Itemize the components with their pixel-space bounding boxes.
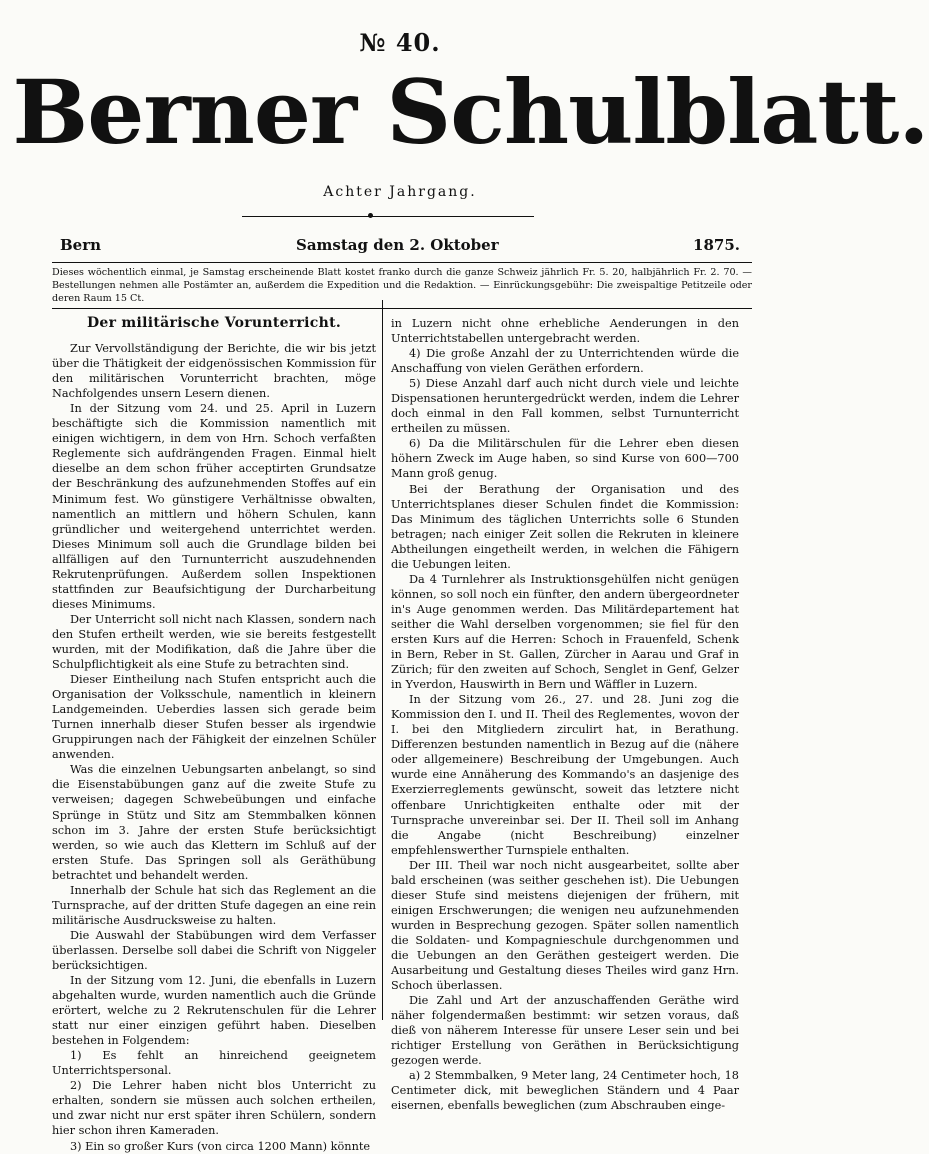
dateline-date: Samstag den 2. Oktober xyxy=(296,236,499,254)
article-paragraph: Dieser Eintheilung nach Stufen entspricht auch die Organisation der Volksschule, namentlich in kleinern Landgemeinden. Ueberdies lassen sich gerade beim Turnen innerhalb dieser Stufen besser als irgendwie Gruppirungen nach der Fähigkeit der einzelnen Schüler anwenden. xyxy=(52,673,376,762)
article-paragraph: Da 4 Turnlehrer als Instruktionsgehülfen nicht genügen können, so soll noch ein fünfter, den andern übergeordneter in's Auge genommen werden. Das Militärdepartement hat seither die Wahl derselben vorgenommen; sie fiel für den ersten Kurs auf die Herren: Schoch in Frauenfeld, Schenk in Bern, Reber in St. Gallen, Zürcher in Aarau und Graf in Zürich; für den zweiten auf Schoch, Senglet in Genf, Gelzer in Yverdon, Hauswirth in Bern und Wäffler in Luzern. xyxy=(391,572,739,692)
dateline-city: Bern xyxy=(60,236,102,254)
list-item: 3) Ein so großer Kurs (von circa 1200 Mann) könnte xyxy=(70,1139,371,1153)
dateline-year: 1875. xyxy=(693,236,740,254)
list-item: a) 2 Stemmbalken, 9 Meter lang, 24 Centimeter hoch, 18 Centimeter dick, mit beweglichen Ständern und 4 Paar eisernen, ebenfalls beweglichen (zum Abschrauben einge- xyxy=(391,1069,739,1113)
list-item: 1) Es fehlt an hinreichend geeignetem Unterrichtspersonal. xyxy=(52,1049,376,1078)
article-paragraph: Zur Vervollständigung der Berichte, die wir bis jetzt über die Thätigkeit der eidgenössischen Kommission für den militärischen Vorunterricht brachten, möge Nachfolgendes unsern Lesern dienen. xyxy=(52,342,376,401)
masthead-title: Berner Schulblatt. xyxy=(12,60,929,164)
article-paragraph: Die Auswahl der Stabübungen wird dem Verfasser überlassen. Derselbe soll dabei die Schrift von Niggeler berücksichtigen. xyxy=(52,928,376,972)
article-column-left xyxy=(52,315,376,1153)
article-paragraph: Der III. Theil war noch nicht ausgearbeitet, sollte aber bald erscheinen (was seither geschehen ist). Die Uebungen dieser Stufe sind meistens diejenigen der frühern, mit einigen Erschwerungen; die wenigen neu aufzunehmenden wurden in Besprechung gezogen. Später sollen namentlich die Soldaten- und Kompagnieschule durchgenommen und die Uebungen an den Geräthen gesteigert werden. Die Ausarbeitung und Gestaltung dieses Theiles wird ganz Hrn. Schoch überlassen. xyxy=(391,858,739,993)
subscription-notice: Dieses wöchentlich einmal, je Samstag erscheinende Blatt kostet franko durch die ganze Schweiz jährlich Fr. 5. 20, halbjährlich Fr. 2. 70. — Bestellungen nehmen alle Postämter an, außerdem die Expedition und die Redaktion. — Einrückungsgebühr: Die zweispaltige Petitzeile oder deren Raum 15 Ct. xyxy=(52,262,752,309)
article-paragraph: In der Sitzung vom 26., 27. und 28. Juni zog die Kommission den I. und II. Theil des Reglementes, wovon der I. bei den Mitgliedern zirculirt hat, in Berathung. Differenzen bestunden namentlich in Bezug auf die (nähere oder allgemeinere) Beschreibung der Umgebungen. Auch wurde eine Annäherung des Kommando's an dasjenige des Exerzierreglements gewünscht, soweit das letztere nicht offenbare Unrichtigkeiten enthalte oder mit der Turnsprache unvereinbar sei. Der II. Theil soll im Anhang die Angabe (nicht Beschreibung) einzelner empfehlenswerther Turnspiele enthalten. xyxy=(391,693,739,857)
issue-number: № 40. xyxy=(359,28,441,57)
list-item: 2) Die Lehrer haben nicht blos Unterricht zu erhalten, sondern sie müssen auch solchen ertheilen, und zwar nicht nur erst später ihren Schülern, sondern hier schon ihren Kameraden. xyxy=(52,1079,376,1138)
article-column-right xyxy=(391,316,739,1113)
article-paragraph: In der Sitzung vom 24. und 25. April in Luzern beschäftigte sich die Kommission namentlich mit einigen wichtigern, in dem von Hrn. Schoch verfaßten Reglemente sich aufdrängenden Fragen. Einmal hielt dieselbe an dem schon früher acceptirten Grundsatze der Beschränkung des aufzunehmenden Stoffes auf ein Minimum fest. Wo günstigere Verhältnisse obwalten, namentlich an mittlern und höhern Schulen, kann gründlicher und weitergehend unterrichtet werden. Dieses Minimum soll auch die Grundlage bilden bei allfälligen auf den Turnunterricht auszudehnenden Rekrutenprüfungen. Außerdem sollen Inspektionen stattfinden zur Beaufsichtigung der Durcharbeitung dieses Minimums. xyxy=(52,402,376,611)
article-paragraph: Der Unterricht soll nicht nach Klassen, sondern nach den Stufen ertheilt werden, wie sie bereits festgestellt wurden, mit der Modifikation, daß die Jahre über die Schulpflichtigkeit als eine Stufe zu betrachten sind. xyxy=(52,612,376,672)
article-paragraph: Bei der Berathung der Organisation und des Unterrichtsplanes dieser Schulen findet die Kommission: Das Minimum des täglichen Unterrichts solle 6 Stunden betragen; nach einiger Zeit sollen die Rekruten in kleinere Abtheilungen eingetheilt werden, in welchen die Fähigern die Uebungen leiten. xyxy=(391,482,739,571)
article-paragraph: in Luzern nicht ohne erhebliche Aenderungen in den Unterrichtstabellen untergebracht werden. xyxy=(391,317,739,346)
article-paragraph: Innerhalb der Schule hat sich das Reglement an die Turnsprache, auf der dritten Stufe dagegen an eine rein militärische Ausdrucksweise zu halten. xyxy=(52,883,376,927)
dateline xyxy=(60,236,740,256)
volume-subtitle: Achter Jahrgang. xyxy=(323,184,477,200)
list-item: 4) Die große Anzahl der zu Unterrichtenden würde die Anschaffung von vielen Geräthen erfordern. xyxy=(391,347,739,376)
list-item: 6) Da die Militärschulen für die Lehrer eben diesen höhern Zweck im Auge haben, so sind Kurse von 600—700 Mann groß genug. xyxy=(391,437,739,481)
ornament-dot xyxy=(368,213,373,218)
article-paragraph: Die Zahl und Art der anzuschaffenden Geräthe wird näher folgendermaßen bestimmt: wir setzen voraus, daß dieß von näherem Interesse für unsere Leser sein und bei richtiger Erstellung von Geräthen in Berücksichtigung gezogen werde. xyxy=(391,994,739,1068)
article-title: Der militärische Vorunterricht. xyxy=(86,315,342,331)
article-paragraph: Was die einzelnen Uebungsarten anbelangt, so sind die Eisenstabübungen ganz auf die zweite Stufe zu verweisen; dagegen Schwebeübungen und einfache Sprünge in Stütz und Sitz am Stemmbalken können schon im 3. Jahre der ersten Stufe berücksichtigt werden, so wie auch das Klettern im Schluß auf der ersten Stufe. Das Springen soll als Geräthübung betrachtet und behandelt werden. xyxy=(52,763,376,882)
article-paragraph: In der Sitzung vom 12. Juni, die ebenfalls in Luzern abgehalten wurde, wurden namentlich auch die Gründe erörtert, welche zu 2 Rekrutenschulen für die Lehrer statt nur einer einzigen geführt haben. Dieselben bestehen in Folgendem: xyxy=(52,974,376,1048)
column-divider xyxy=(382,300,383,1020)
list-item: 5) Diese Anzahl darf auch nicht durch viele und leichte Dispensationen heruntergedrückt werden, indem die Lehrer doch einmal in den Fall kommen, selbst Turnunterricht ertheilen zu müssen. xyxy=(391,377,739,436)
ornament-rule xyxy=(242,216,534,217)
